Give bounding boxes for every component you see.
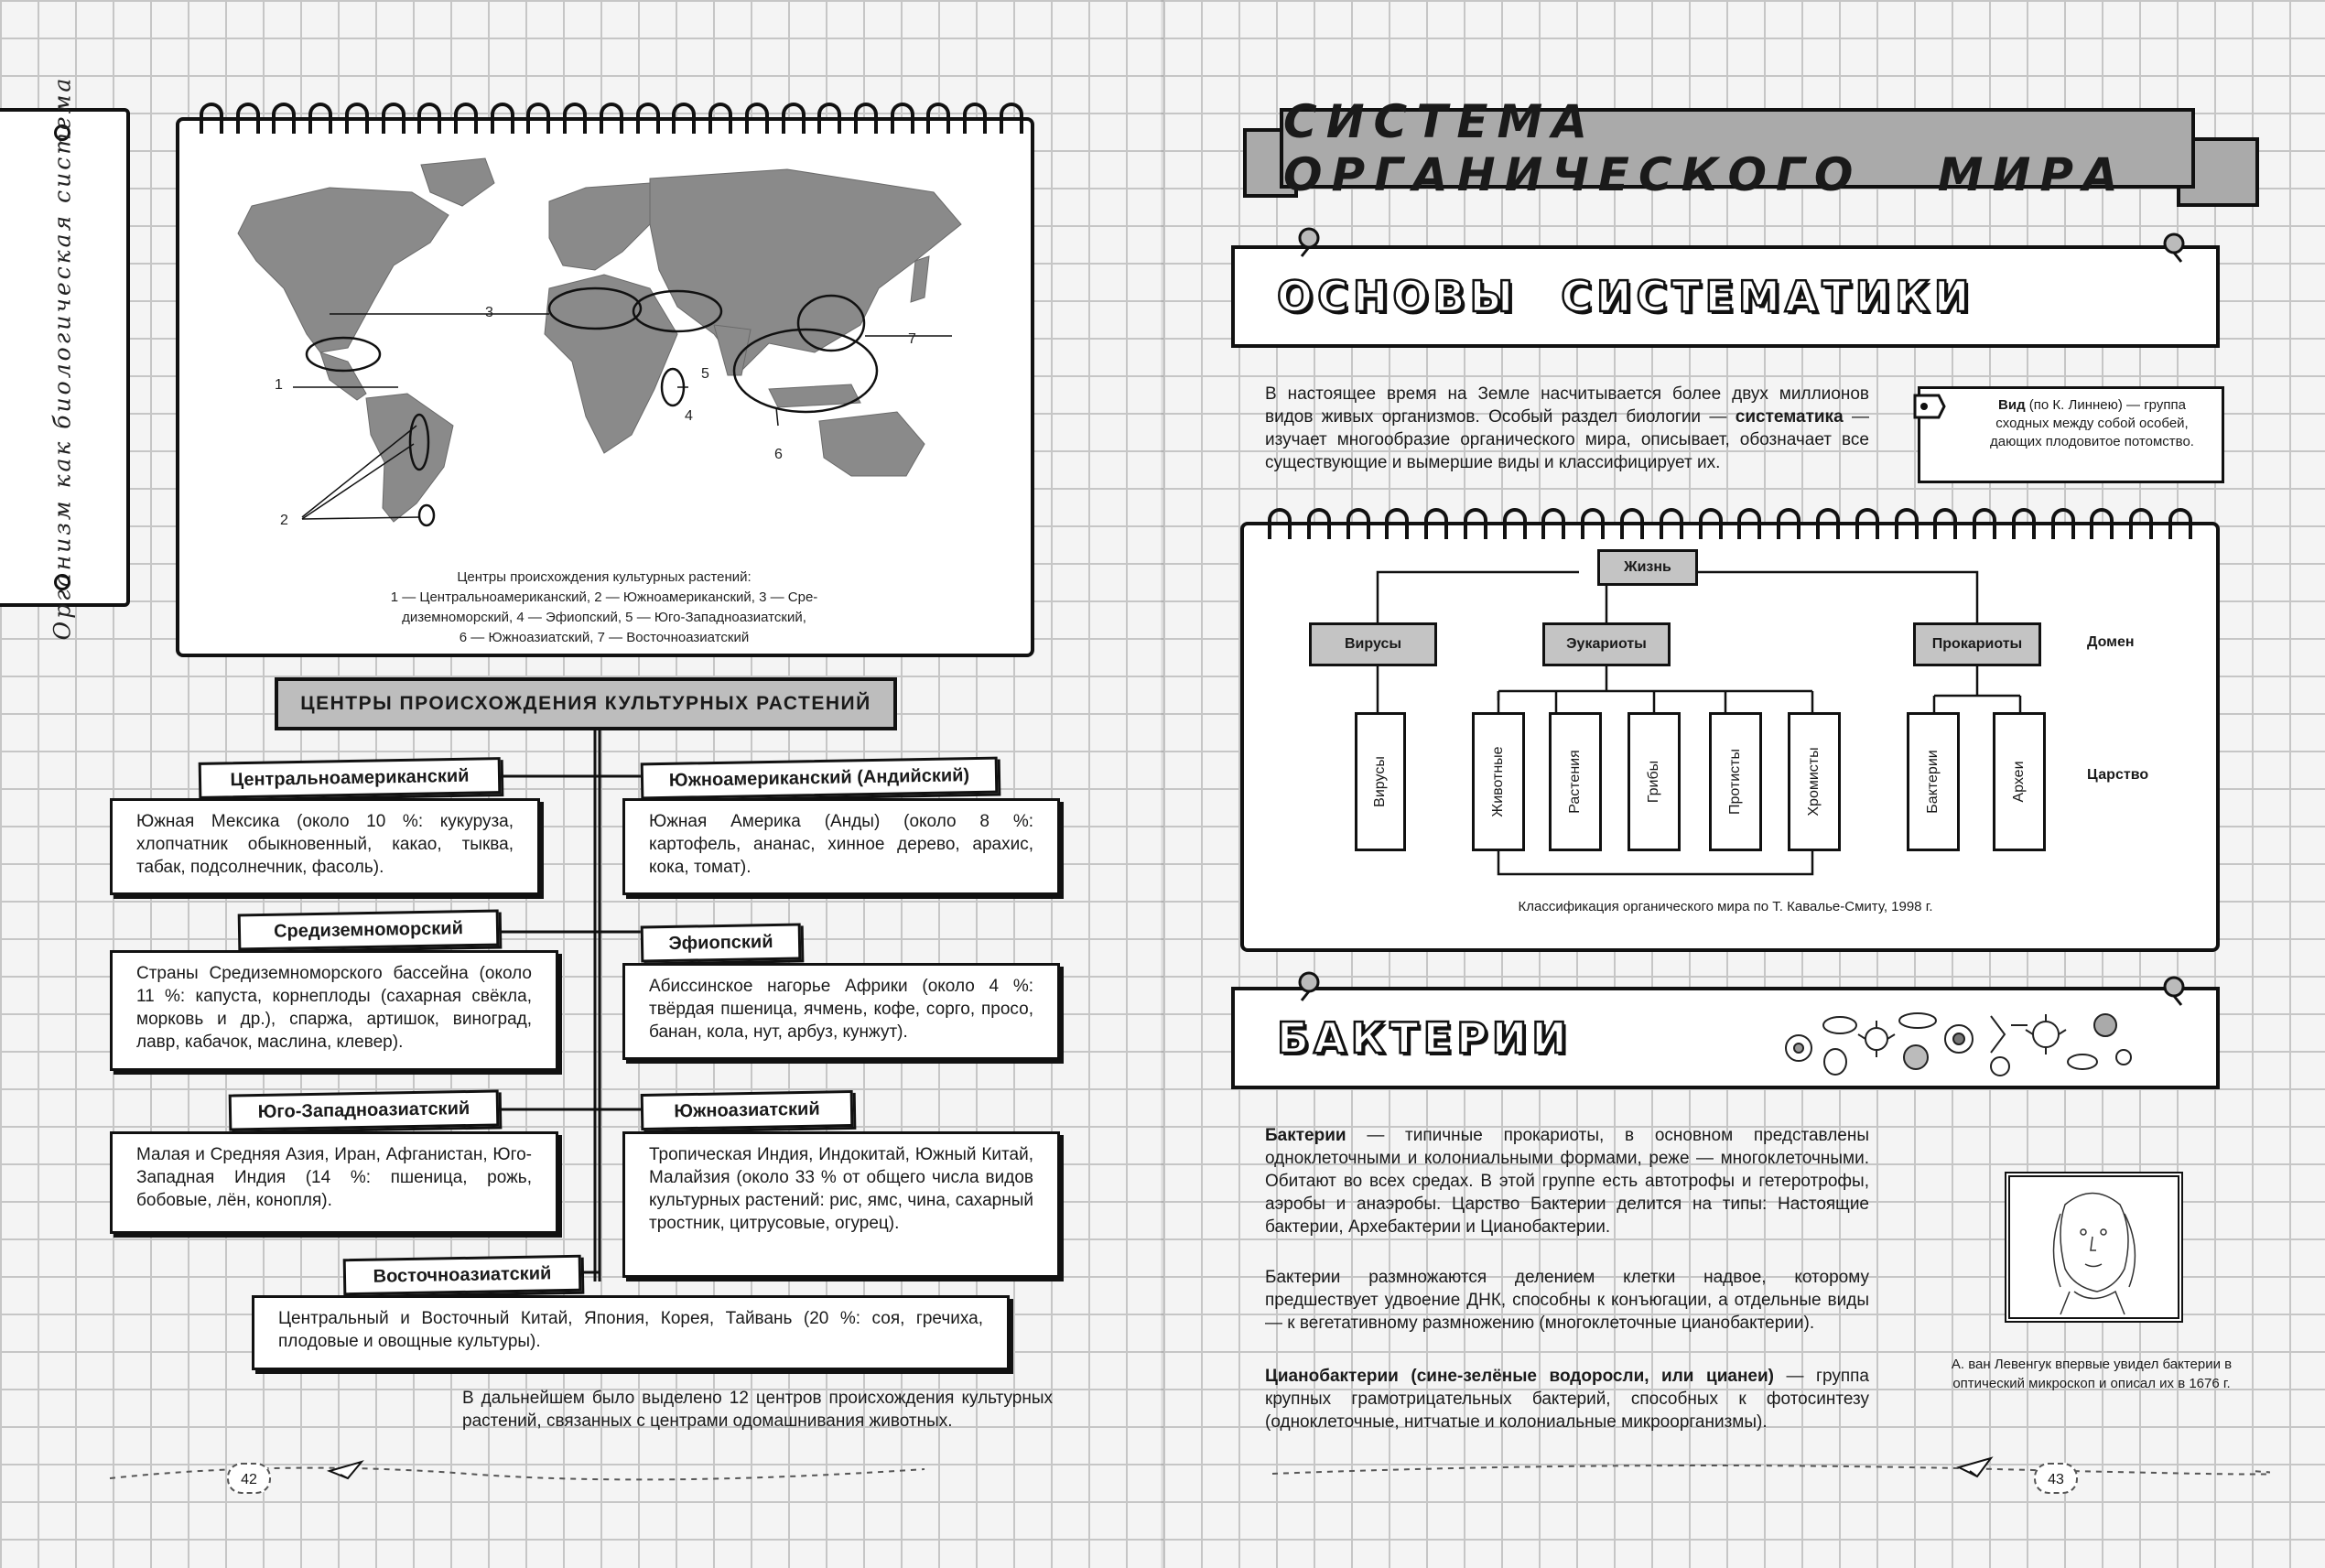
pin-icon (1291, 222, 1327, 258)
portrait-caption: А. ван Левенгук впервые увидел бактерии в оптический микроскоп и описал их в 1676 г. (1951, 1357, 2233, 1391)
tree-leaf-bacteria: Бактерии (1907, 712, 1960, 851)
tree-leaf-viruses: Вирусы (1355, 712, 1406, 851)
tag-mediterranean: Средиземноморский (238, 910, 500, 951)
map-caption: Центры происхождения культурных растений: 1 — Центральноамериканский, 2 — Южноамериканский, 3 — Сре- диземноморский, 4 — Эфиопский, 5 — Юго-Западноазиатский, 6 — Южноазиатский, 7 — Восточноазиатский (390, 569, 818, 645)
card-ethiopian: Абиссинское нагорье Африки (около 4 %: твёрдая пшеница, ячмень, кофе, сорго, просо, банан, кола, нут, арбуз, кунжут). (622, 963, 1060, 1060)
tag-ethiopian: Эфиопский (641, 923, 802, 962)
bacteria-paragraph-2: Бактерии размножаются делением клетки надвое, которому предшествует удвоение ДНК, способны к конъюгации, а отдельные виды — к вегетативному размножению (многоклеточные цианобактерии). (1265, 1268, 1869, 1333)
tag-e-asian: Восточноазиатский (343, 1255, 582, 1296)
paper-plane-icon (1959, 1458, 1991, 1476)
tree-node-life: Жизнь (1597, 549, 1698, 586)
tree-node-eukaryotes: Эукариоты (1542, 622, 1671, 666)
bookmark-icon (1911, 392, 1948, 421)
paper-plane-icon (330, 1462, 362, 1478)
card-s-asian: Тропическая Индия, Индокитай, Южный Китай, Малайзия (около 33 % от общего числа видов культурных растений: рис, ямс, чина, сахарный тростник, цитрусовые, огурец). (622, 1131, 1060, 1278)
section-heading-systematics: ОСНОВЫ СИСТЕМАТИКИ (1231, 245, 2220, 348)
tree-leaf-chromists: Хромисты (1788, 712, 1841, 851)
tree-node-viruses: Вирусы (1309, 622, 1437, 666)
tag-sw-asian: Юго-Западноазиатский (229, 1089, 500, 1130)
tree-leaf-protists: Протисты (1709, 712, 1762, 851)
label-kingdom: Царство (2087, 767, 2149, 783)
tree-leaf-animals: Животные (1472, 712, 1525, 851)
map-label-2: 2 (280, 513, 288, 528)
card-sw-asian: Малая и Средняя Азия, Иран, Афганистан, Юго-Западная Индия (14 %: пшеница, рожь, бобовые, лён, конопля). (110, 1131, 558, 1234)
centres-heading: ЦЕНТРЫ ПРОИСХОЖДЕНИЯ КУЛЬТУРНЫХ РАСТЕНИЙ (275, 677, 897, 730)
card-south-american: Южная Америка (Анды) (около 8 %: картофель, ананас, хинное дерево, арахис, кока, томат). (622, 798, 1060, 895)
right-footer-path (1263, 1451, 2270, 1497)
tag-s-asian: Южноазиатский (641, 1090, 854, 1130)
bacteria-paragraph-3: Цианобактерии (сине-зелёные водоросли, или цианеи) — группа крупных грамотрицательных бактерий, способных к фотосинтезу (одноклеточные, нитчатые и колониальные микроорганизмы). (1265, 1367, 1869, 1432)
page-title-banner: СИСТЕМА ОРГАНИЧЕСКОГО МИРА (1280, 108, 2195, 189)
card-mediterranean: Страны Средиземноморского бассейна (около 11 %: капуста, корнеплоды (сахарная свёкла, морковь и др.), спаржа, артишок, виноград, лавр, кабачок, маслина, клевер). (110, 950, 558, 1071)
tree-leaf-fungi: Грибы (1628, 712, 1681, 851)
map-label-3: 3 (485, 305, 493, 320)
page-number-right: 43 (2034, 1463, 2078, 1494)
classification-caption: Классификация органического мира по Т. Кавалье-Смиту, 1998 г. (1518, 899, 1933, 914)
section-heading-bacteria: БАКТЕРИИ (1231, 987, 2220, 1089)
species-definition-note: Вид (по К. Линнею) — группа сходных между собой особей, дающих плодовитое потомство. (1918, 386, 2224, 483)
tree-leaf-archaea: Археи (1993, 712, 2046, 851)
card-central-american: Южная Мексика (около 10 %: кукуруза, хлопчатник обыкновенный, какао, тыква, табак, подсолнечник, фасоль). (110, 798, 540, 895)
card-e-asian: Центральный и Восточный Китай, Япония, Корея, Тайвань (20 %: соя, гречиха, плодовые и овощные культуры). (252, 1295, 1010, 1370)
pin-icon (2156, 970, 2192, 1007)
leeuwenhoek-portrait (2005, 1172, 2183, 1323)
tag-south-american: Южноамериканский (Андийский) (641, 757, 999, 800)
left-footer-paragraph: В дальнейшем было выделено 12 центров происхождения культурных растений, связанных с центрами одомашнивания животных. (462, 1389, 1053, 1431)
bacteria-cluster-icon (1771, 998, 2137, 1085)
map-label-7: 7 (908, 331, 916, 347)
map-label-5: 5 (701, 366, 709, 382)
pin-icon (2156, 227, 2192, 264)
bacteria-paragraph-1: Бактерии — типичные прокариоты, в основном представлены одноклеточными и колониальными формами, реже — многоклеточными. Обитают во всех средах. В этой группе есть автотрофы и гетеротрофы, аэробы и анаэробы. Царство Бактерии делится на типы: Настоящие бактерии, Архебактерии и Цианобактерии. (1265, 1126, 1869, 1237)
tag-central-american: Центральноамериканский (199, 757, 502, 799)
label-domain: Домен (2087, 634, 2135, 650)
pin-icon (1291, 966, 1327, 1002)
tree-node-prokaryotes: Прокариоты (1913, 622, 2041, 666)
chapter-title-vertical: Организм как биологическая система (49, 75, 76, 640)
map-label-4: 4 (685, 408, 693, 424)
page-number-left: 42 (227, 1463, 271, 1494)
systematics-intro: В настоящее время на Земле насчитывается более двух миллионов видов живых организмов. Особый раздел биологии — систематика — изучает многообразие органического мира, описывает, обозначает все существующие и вымершие виды и классифицирует их. (1265, 384, 1869, 472)
tree-leaf-plants: Растения (1549, 712, 1602, 851)
portrait-sketch-icon (2010, 1177, 2178, 1317)
map-label-6: 6 (774, 447, 783, 462)
map-label-1: 1 (275, 377, 283, 393)
